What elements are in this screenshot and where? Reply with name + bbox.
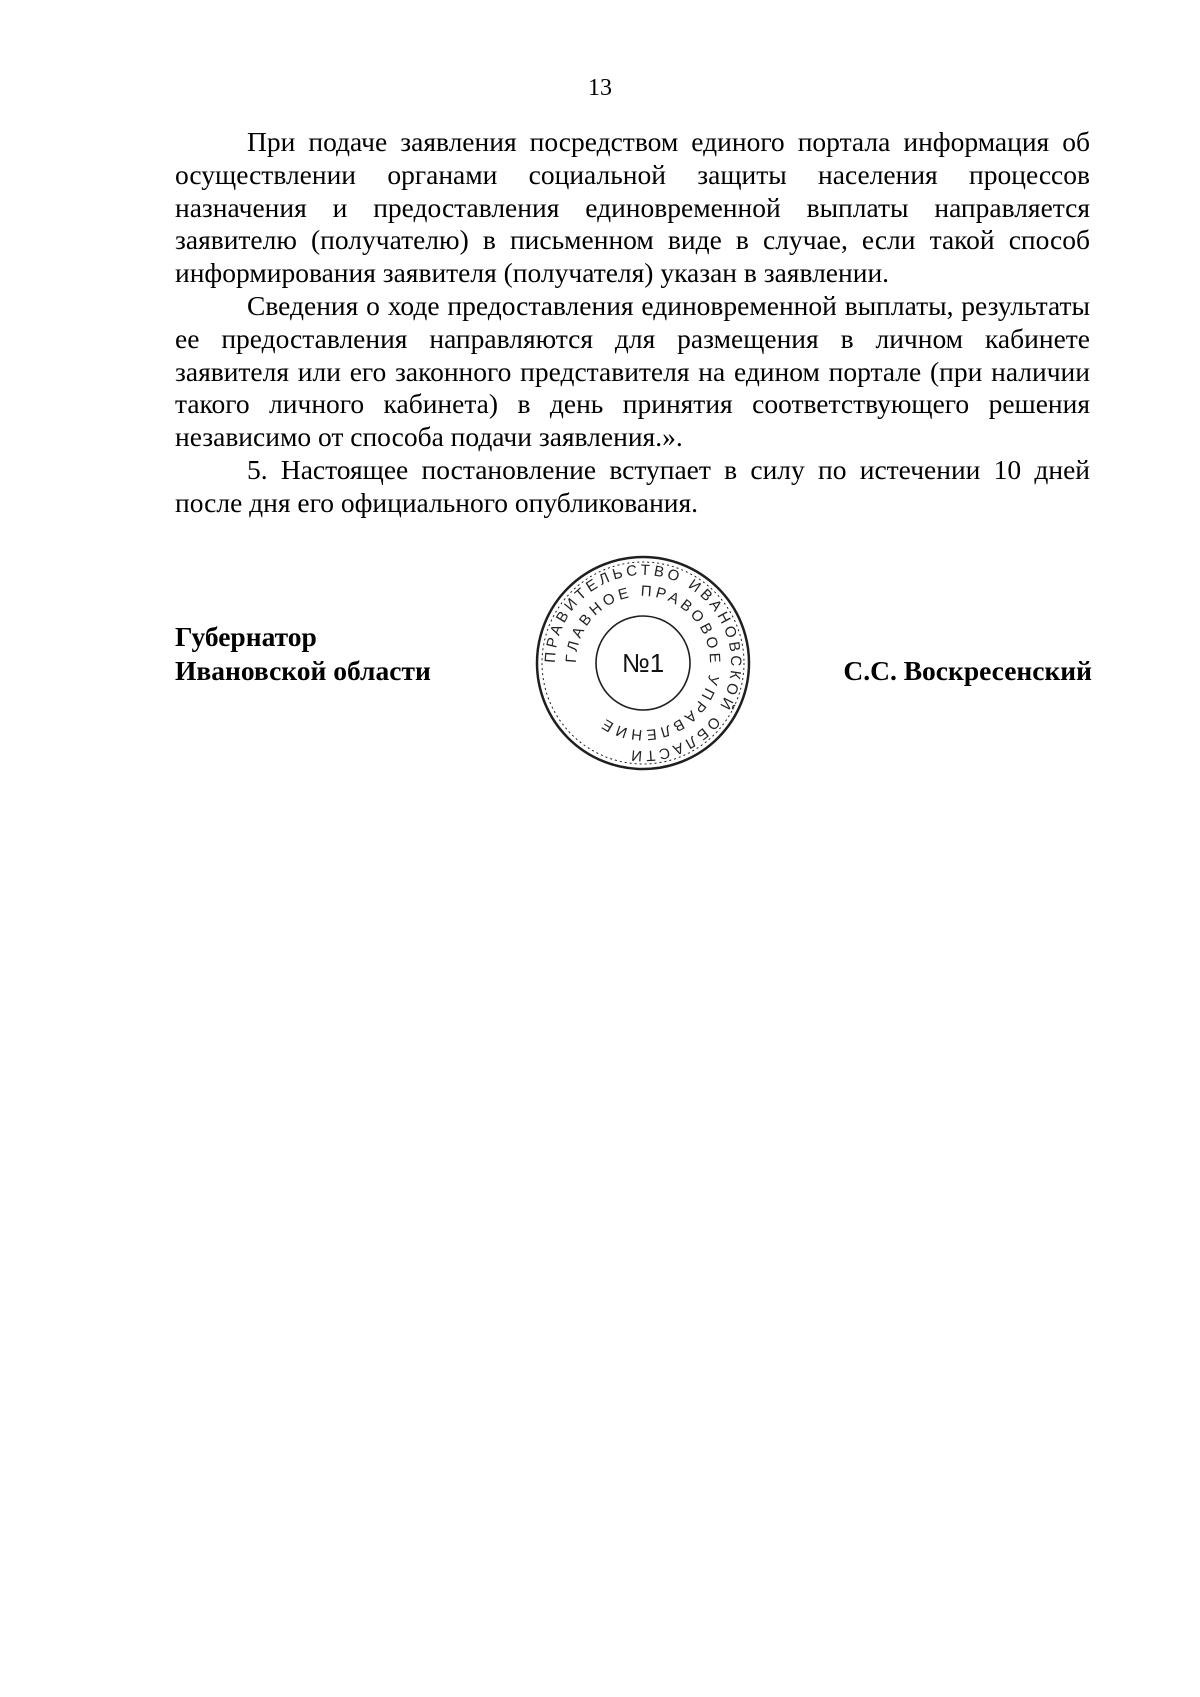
page-number: 13 bbox=[588, 75, 612, 101]
seal-inner-text: ГЛАВНОЕ ПРАВОВОЕ УПРАВЛЕНИЕ bbox=[562, 582, 724, 744]
paragraph-payment-status: Сведения о ходе предоставления единовременной выплаты, результаты ее предоставления направляются для размещения в личном кабинете заявителя или его законного представителя на едином портале (при наличии такого личного кабинета) в день принятия соответствующего решения независимо от способа подачи заявления.». bbox=[175, 289, 1090, 453]
seal-number: №1 bbox=[621, 648, 665, 678]
document-body bbox=[175, 126, 1090, 520]
paragraph-effective-date: 5. Настоящее постановление вступает в силу по истечении 10 дней после дня его официального опубликования. bbox=[175, 453, 1090, 518]
seal-outer-text: ПРАВИТЕЛЬСТВО ИВАНОВСКОЙ ОБЛАСТИ bbox=[541, 561, 745, 765]
official-seal-stamp bbox=[528, 548, 758, 778]
seal-graphic bbox=[528, 548, 758, 778]
signatory-position-line1: Губернатор bbox=[175, 621, 317, 652]
signatory-name: С.С. Воскресенский bbox=[843, 655, 1092, 686]
signatory-position bbox=[175, 620, 431, 688]
paragraph-portal-information: При подаче заявления посредством единого портала информация об осуществлении органами социальной защиты населения процессов назначения и предоставления единовременной выплаты направляется заявителю (получателю) в письменном виде в случае, если такой способ информирования заявителя (получателя) указан в заявлении. bbox=[175, 126, 1090, 289]
signatory-position-line2: Ивановской области bbox=[175, 655, 431, 686]
